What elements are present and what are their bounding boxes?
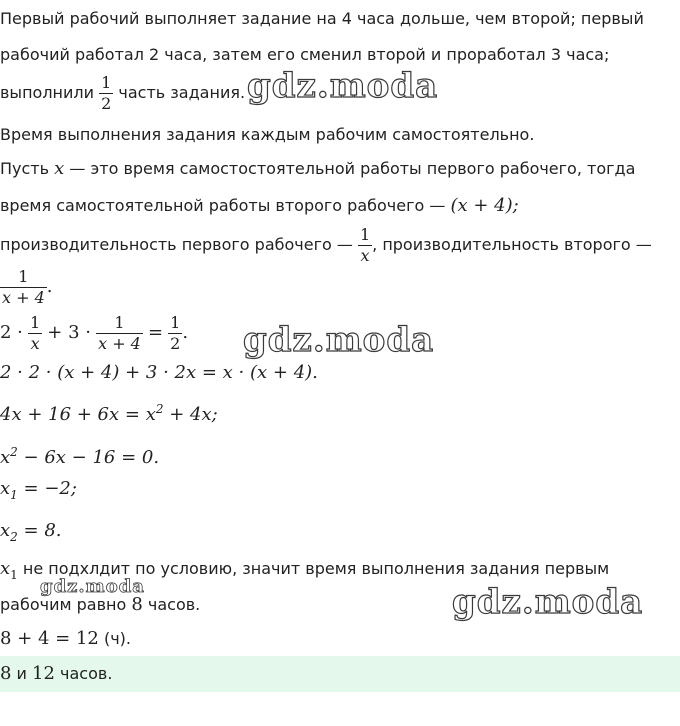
solution-let-line-2 (0, 195, 519, 217)
conclusion-2-text: рабочим равно (0, 595, 127, 614)
equation-1 (0, 310, 188, 356)
second-worker-time-expr: (x + 4); (450, 195, 519, 216)
fraction-numerator: 1 (359, 225, 371, 244)
variable-x: x (54, 158, 65, 179)
answer-line (0, 663, 112, 685)
root-1-variable: x (0, 478, 11, 499)
root-2 (0, 520, 62, 548)
equation-2 (0, 362, 318, 384)
watermark-text: gdz.moda (40, 576, 145, 597)
root-1-index: 1 (10, 488, 18, 502)
task-line-3-suffix: часть задания. (118, 83, 246, 102)
sum-unit: (ч). (103, 629, 131, 648)
fraction-denominator: x + 4 (2, 288, 45, 307)
sum-expression: 8 + 4 = 12 (0, 628, 99, 649)
watermark-logo (247, 66, 438, 106)
conclusion-text: не подхлдит по условию, значит время выполнения задания первым (22, 559, 610, 578)
sum-line (0, 628, 131, 650)
productivity-second-fraction-line (0, 264, 53, 310)
eq4-variable: x (0, 447, 11, 468)
conclusion-index: 1 (10, 568, 18, 582)
conclusion-2-number: 8 (131, 594, 143, 615)
answer-box (0, 656, 680, 692)
productivity-line (0, 220, 652, 270)
conclusion-variable: x (0, 558, 11, 579)
task-line-2 (0, 44, 609, 66)
fraction-one-half (99, 73, 113, 114)
root-1 (0, 478, 77, 506)
question-sentence: Время выполнения задания каждым рабочим самостоятельно. (0, 125, 535, 144)
watermark-text: gdz.moda (243, 320, 435, 360)
eq4-exponent: 2 (10, 445, 18, 459)
fraction-denominator: x (28, 333, 42, 354)
answer-conjunction: и (16, 664, 27, 683)
eq4-rest: − 6x − 16 = 0. (23, 447, 160, 468)
let-text: — это время самостостоятельной работы первого рабочего, тогда (69, 159, 636, 178)
productivity-second-text: , производительность второго — (372, 235, 652, 254)
eq1-term-a: 2 · (0, 322, 23, 343)
answer-unit: часов. (60, 664, 113, 683)
watermark-logo (452, 582, 643, 622)
eq3-right: + 4x; (169, 404, 218, 425)
eq3-left: 4x + 16 + 6x = x (0, 404, 156, 425)
fraction-one-over-x (358, 225, 372, 266)
task-line-2-text: рабочий работал 2 часа, затем его сменил второй и проработал 3 часа; (0, 45, 610, 64)
eq1-term-b: + 3 · (47, 322, 91, 343)
watermark-text: gdz.moda (247, 66, 439, 106)
period: . (46, 276, 53, 297)
fraction-denominator: 2 (101, 94, 112, 113)
equation-3 (0, 398, 218, 426)
task-line-1-text: Первый рабочий выполняет задание на 4 часа дольше, чем второй; первый (0, 9, 644, 28)
watermark-logo (40, 576, 145, 597)
root-1-value: = −2; (23, 478, 77, 499)
eq1-fraction-3 (168, 313, 182, 354)
eq1-equals: = (147, 322, 164, 343)
fraction-denominator: x + 4 (98, 334, 141, 353)
root-2-value: = 8. (23, 520, 62, 541)
root-2-index: 2 (10, 530, 18, 544)
eq1-fraction-1 (28, 313, 42, 354)
let-word: Пусть (0, 159, 50, 178)
conclusion-2-unit: часов. (147, 595, 201, 614)
equation-4 (0, 441, 159, 469)
fraction-denominator: x (358, 245, 372, 266)
watermark-logo (243, 320, 434, 360)
period: . (182, 322, 189, 343)
answer-number-1: 8 (0, 663, 12, 684)
fraction-numerator: 1 (30, 313, 41, 332)
eq2-expression: 2 · 2 · (x + 4) + 3 · 2x = x · (x + 4). (0, 362, 318, 383)
answer-number-2: 12 (32, 663, 55, 684)
eq1-fraction-2 (96, 313, 143, 354)
conclusion-line-2 (0, 594, 200, 616)
fraction-numerator: 1 (114, 313, 125, 332)
root-2-variable: x (0, 520, 11, 541)
eq3-exponent: 2 (155, 402, 164, 416)
question-text (0, 124, 534, 146)
second-worker-time-text: время самостоятельной работы второго рабочего — (0, 196, 446, 215)
fraction-numerator: 1 (101, 73, 112, 92)
fraction-denominator: 2 (170, 334, 181, 353)
task-line-1 (0, 8, 644, 30)
task-line-3-prefix: выполнили (0, 83, 95, 102)
productivity-first-text: производительность первого рабочего — (0, 235, 353, 254)
solution-let-line-1 (0, 158, 635, 180)
fraction-numerator: 1 (170, 313, 181, 332)
task-line-3 (0, 70, 245, 116)
watermark-text: gdz.moda (452, 582, 644, 622)
fraction-numerator: 1 (18, 267, 29, 286)
fraction-one-over-x-plus-4 (0, 267, 47, 308)
